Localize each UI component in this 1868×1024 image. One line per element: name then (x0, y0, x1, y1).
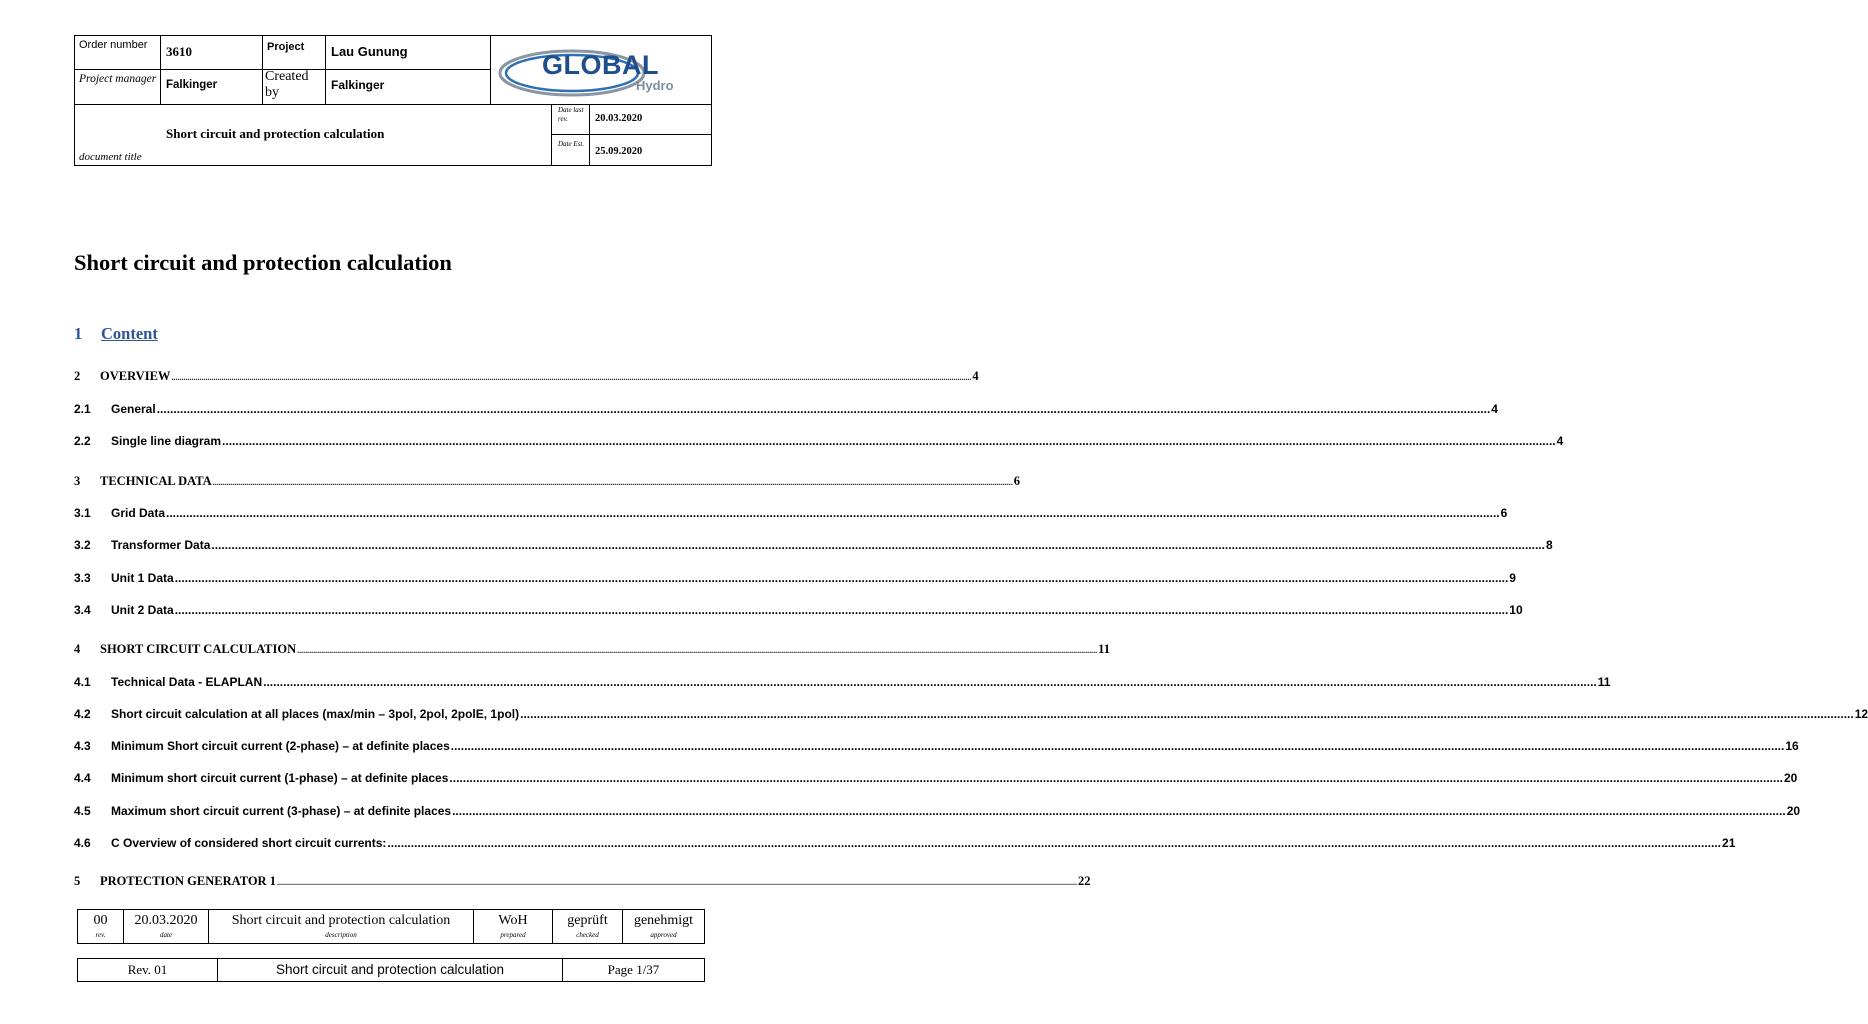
footer-page-number: Page 1/37 (607, 962, 660, 977)
toc-entry[interactable] (74, 434, 1564, 448)
toc-dot-leader: ................................................................................................................................................................................................................................................................................................................................................................................................................ (450, 739, 1785, 753)
toc-entry-title[interactable]: PROTECTION GENERATOR 1 (100, 874, 276, 888)
created-by-label: Created by (265, 69, 309, 100)
project-name: Lau Gunung (331, 44, 408, 59)
toc-entry-title[interactable]: General (111, 402, 156, 416)
content-heading-label[interactable]: Content (101, 324, 158, 343)
toc-entry-title[interactable]: Maximum short circuit current (3-phase) – at definite places (111, 804, 452, 818)
toc-entry[interactable] (74, 836, 1736, 850)
toc-entry-number: 3 (74, 474, 81, 488)
toc-entry-page[interactable]: 8 (1545, 538, 1553, 552)
toc-dot-leader: ................................................................................................................................................................................................................................................................................................................................................................................................................ (166, 506, 1500, 520)
toc-entry-number: 3.4 (74, 603, 91, 617)
toc-entry-page[interactable]: 6 (1013, 474, 1020, 488)
toc-entry-number: 2.1 (74, 402, 91, 416)
logo-subtitle: Hydro (636, 78, 674, 93)
page-footer (77, 958, 705, 982)
project-label: Project (267, 41, 305, 53)
toc-entry-number: 4.5 (74, 804, 91, 818)
date-caption: date (159, 931, 173, 939)
date-value: 20.03.2020 (134, 913, 198, 928)
logo-wordmark: GLOBAL (542, 50, 659, 80)
description-caption: description (325, 931, 357, 939)
order-number-label: Order number (79, 39, 148, 51)
toc-dot-leader: ................................................................................................................................................................................................................................................................................................................................................................................................................ (297, 646, 1098, 655)
checked-value: geprüft (567, 913, 608, 928)
toc-entry-number: 4.1 (74, 675, 91, 689)
prepared-cell (474, 910, 553, 943)
content-heading[interactable] (74, 324, 158, 344)
toc-entry[interactable] (74, 804, 1801, 818)
toc-entry-title[interactable]: OVERVIEW (100, 369, 171, 383)
toc-entry-page[interactable]: 22 (1077, 874, 1091, 888)
toc-entry-number: 4.3 (74, 739, 91, 753)
toc-entry-page[interactable]: 6 (1500, 506, 1508, 520)
toc-entry-title[interactable]: Technical Data - ELAPLAN (111, 675, 263, 689)
prepared-caption: prepared (500, 931, 526, 939)
divider (551, 104, 552, 166)
toc-entry-page[interactable]: 12 (1854, 707, 1868, 721)
toc-entry-number: 2 (74, 369, 81, 383)
date-est-label: Date Est. (558, 140, 585, 148)
divider (160, 36, 161, 104)
revision-table (77, 909, 705, 944)
document-title-label: document title (79, 151, 142, 163)
toc-entry-page[interactable]: 4 (1491, 402, 1498, 416)
toc-entry[interactable] (74, 571, 1516, 585)
toc-entry-page[interactable]: 11 (1098, 642, 1110, 656)
toc-entry-title[interactable]: Unit 2 Data (111, 603, 174, 617)
toc-entry-title[interactable]: Transformer Data (111, 538, 211, 552)
toc-dot-leader: ................................................................................................................................................................................................................................................................................................................................................................................................................ (156, 402, 1491, 416)
toc-entry-title[interactable]: Minimum Short circuit current (2-phase) – at definite places (111, 739, 450, 753)
toc-entry[interactable] (74, 369, 979, 384)
divider (75, 104, 711, 105)
toc-entry-number: 5 (74, 874, 81, 888)
toc-entry-number: 3.2 (74, 538, 91, 552)
toc-entry-title[interactable]: C Overview of considered short circuit currents: (111, 836, 387, 850)
rev-cell (78, 910, 124, 943)
toc-entry-title[interactable]: TECHNICAL DATA (100, 474, 212, 488)
toc-entry-page[interactable]: 20 (1784, 771, 1798, 785)
toc-dot-leader: ................................................................................................................................................................................................................................................................................................................................................................................................................ (520, 707, 1854, 721)
global-hydro-logo (490, 40, 710, 102)
toc-dot-leader: ................................................................................................................................................................................................................................................................................................................................................................................................................ (212, 478, 1013, 487)
date-last-rev-label: Date last rev. (558, 106, 584, 123)
toc-entry-title[interactable]: Grid Data (111, 506, 166, 520)
description-cell (209, 910, 474, 943)
toc-entry-number: 4.6 (74, 836, 91, 850)
toc-entry[interactable] (74, 474, 1020, 489)
toc-entry-number: 4.4 (74, 771, 91, 785)
toc-dot-leader: ................................................................................................................................................................................................................................................................................................................................................................................................................ (263, 675, 1597, 689)
checked-caption: checked (576, 931, 599, 939)
toc-dot-leader: ................................................................................................................................................................................................................................................................................................................................................................................................................ (211, 538, 1545, 552)
divider (262, 36, 263, 104)
toc-entry-number: 4 (74, 642, 81, 656)
rev-caption: rev. (95, 931, 106, 939)
toc-entry-number: 3.1 (74, 506, 91, 520)
toc-entry-number: 4.2 (74, 707, 91, 721)
document-title-cell: Short circuit and protection calculation (166, 126, 385, 141)
toc-entry[interactable] (74, 739, 1799, 753)
divider (551, 134, 711, 135)
toc-dot-leader: ................................................................................................................................................................................................................................................................................................................................................................................................................ (171, 373, 972, 382)
toc-entry-page[interactable]: 4 (972, 369, 979, 383)
toc-entry-title[interactable]: Unit 1 Data (111, 571, 174, 585)
toc-entry-page[interactable]: 4 (1556, 434, 1564, 448)
prepared-value: WoH (498, 913, 528, 928)
divider (325, 36, 326, 104)
content-heading-number: 1 (74, 324, 83, 343)
toc-dot-leader: ................................................................................................................................................................................................................................................................................................................................................................................................................ (276, 878, 1077, 887)
approved-cell (623, 910, 704, 943)
project-manager-label: Project manager (79, 73, 157, 85)
toc-entry[interactable] (74, 771, 1798, 785)
toc-dot-leader: ................................................................................................................................................................................................................................................................................................................................................................................................................ (449, 771, 1783, 785)
toc-entry-title[interactable]: Minimum short circuit current (1-phase) – at definite places (111, 771, 449, 785)
toc-entry-page[interactable]: 10 (1509, 603, 1523, 617)
toc-entry-number: 2.2 (74, 434, 91, 448)
rev-value: 00 (93, 913, 108, 928)
divider (589, 104, 590, 166)
toc-entry-page[interactable]: 21 (1722, 836, 1736, 850)
toc-entry-page[interactable]: 20 (1786, 804, 1801, 818)
order-number: 3610 (166, 44, 192, 59)
date-est: 25.09.2020 (595, 146, 643, 157)
toc-dot-leader: ................................................................................................................................................................................................................................................................................................................................................................................................................ (387, 836, 1722, 850)
description-value: Short circuit and protection calculation (231, 913, 451, 928)
toc-entry[interactable] (74, 874, 1091, 889)
project-manager: Falkinger (166, 79, 218, 91)
toc-entry[interactable] (74, 642, 1110, 657)
date-cell (124, 910, 209, 943)
toc-entry-title[interactable]: Single line diagram (111, 434, 222, 448)
toc-entry[interactable] (74, 603, 1523, 617)
footer-revision: Rev. 01 (78, 959, 218, 981)
approved-caption: approved (650, 931, 677, 939)
toc-entry[interactable] (74, 506, 1508, 520)
toc-dot-leader: ................................................................................................................................................................................................................................................................................................................................................................................................................ (174, 571, 1509, 585)
toc-dot-leader: ................................................................................................................................................................................................................................................................................................................................................................................................................ (174, 603, 1509, 617)
footer-title: Short circuit and protection calculation (218, 959, 563, 981)
toc-entry-number: 3.3 (74, 571, 91, 585)
toc-dot-leader: ................................................................................................................................................................................................................................................................................................................................................................................................................ (452, 804, 1786, 818)
toc-entry-title[interactable]: Short circuit calculation at all places (max/min – 3pol, 2pol, 2polE, 1pol) (111, 707, 520, 721)
page-title: Short circuit and protection calculation (74, 250, 452, 275)
toc-entry[interactable] (74, 538, 1553, 552)
created-by: Falkinger (331, 78, 385, 92)
date-last-rev: 20.03.2020 (595, 113, 643, 124)
toc-entry-page[interactable]: 16 (1785, 739, 1799, 753)
toc-entry[interactable] (74, 707, 1868, 721)
toc-entry-page[interactable]: 9 (1509, 571, 1516, 585)
checked-cell (553, 910, 623, 943)
approved-value: genehmigt (633, 913, 694, 928)
toc-dot-leader: ................................................................................................................................................................................................................................................................................................................................................................................................................ (222, 434, 1556, 448)
toc-entry[interactable] (74, 675, 1611, 689)
toc-entry[interactable] (74, 402, 1498, 416)
toc-entry-title[interactable]: SHORT CIRCUIT CALCULATION (100, 642, 297, 656)
toc-entry-page[interactable]: 11 (1597, 675, 1611, 689)
